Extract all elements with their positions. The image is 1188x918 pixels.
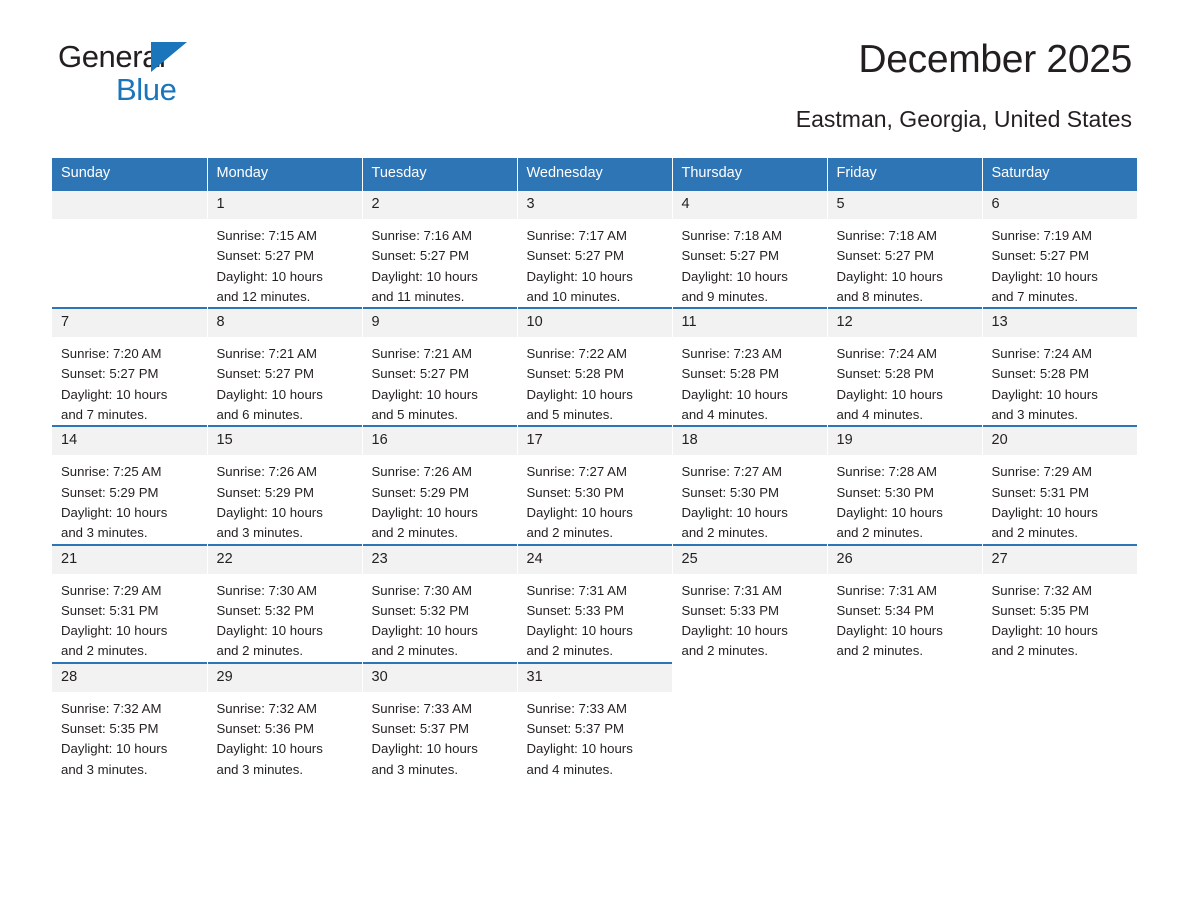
daylight-text-line1: Daylight: 10 hours [216, 386, 323, 402]
daylight-text-line1: Daylight: 10 hours [61, 504, 168, 520]
calendar-cell-day[interactable] [672, 189, 827, 307]
sunset-text: Sunset: 5:32 PM [216, 602, 314, 618]
page-title: December 2025 [858, 38, 1132, 81]
sunset-text: Sunset: 5:27 PM [526, 248, 624, 264]
daylight-text-line2: and 3 minutes. [216, 525, 304, 541]
daylight-text-line2: and 4 minutes. [681, 407, 769, 423]
daylight-text-line2: and 10 minutes. [526, 288, 621, 304]
sunrise-text: Sunrise: 7:33 AM [526, 700, 627, 716]
calendar-cell-day[interactable] [52, 662, 207, 780]
daylight-text-line1: Daylight: 10 hours [371, 504, 478, 520]
sunset-text: Sunset: 5:32 PM [371, 602, 469, 618]
sunset-text: Sunset: 5:30 PM [836, 484, 934, 500]
weekday-header-monday: Monday [207, 158, 362, 189]
sunrise-text: Sunrise: 7:24 AM [836, 346, 937, 362]
daylight-text-line2: and 5 minutes. [526, 407, 614, 423]
calendar-cell-day[interactable] [362, 189, 517, 307]
day-details [518, 574, 672, 662]
calendar-cell-empty [827, 662, 982, 780]
daylight-text-line1: Daylight: 10 hours [991, 386, 1098, 402]
calendar-cell-day[interactable] [207, 425, 362, 543]
day-details [363, 455, 517, 543]
sunset-text: Sunset: 5:28 PM [991, 366, 1089, 382]
day-details [208, 337, 362, 425]
daylight-text-line2: and 2 minutes. [681, 643, 769, 659]
calendar-cell-day[interactable] [982, 544, 1137, 662]
calendar-week-row [52, 189, 1137, 307]
sunset-text: Sunset: 5:28 PM [526, 366, 624, 382]
daylight-text-line1: Daylight: 10 hours [836, 386, 943, 402]
weekday-header-thursday: Thursday [672, 158, 827, 189]
calendar-table [52, 158, 1137, 780]
sunset-text: Sunset: 5:36 PM [216, 721, 314, 737]
day-details [52, 455, 207, 543]
day-number: 8 [208, 307, 362, 337]
calendar-week-row [52, 544, 1137, 662]
day-details [673, 337, 827, 425]
sunrise-text: Sunrise: 7:32 AM [991, 582, 1092, 598]
sunset-text: Sunset: 5:35 PM [991, 602, 1089, 618]
sunset-text: Sunset: 5:27 PM [681, 248, 779, 264]
day-number: 25 [673, 544, 827, 574]
calendar-cell-empty [982, 662, 1137, 780]
calendar-cell-day[interactable] [827, 189, 982, 307]
daylight-text-line2: and 3 minutes. [991, 407, 1079, 423]
calendar-cell-day[interactable] [207, 662, 362, 780]
sunrise-text: Sunrise: 7:19 AM [991, 228, 1092, 243]
weekday-header-friday: Friday [827, 158, 982, 189]
day-number: 19 [828, 425, 982, 455]
sunrise-text: Sunrise: 7:26 AM [216, 464, 317, 480]
weekday-header-sunday: Sunday [52, 158, 207, 189]
sunrise-text: Sunrise: 7:25 AM [61, 464, 162, 480]
day-details [673, 455, 827, 543]
day-number [673, 662, 827, 692]
sunset-text: Sunset: 5:31 PM [991, 484, 1089, 500]
calendar-cell-day[interactable] [517, 662, 672, 780]
daylight-text-line1: Daylight: 10 hours [216, 504, 323, 520]
day-details [828, 455, 982, 543]
daylight-text-line1: Daylight: 10 hours [371, 623, 478, 639]
sunset-text: Sunset: 5:27 PM [991, 248, 1089, 264]
daylight-text-line2: and 7 minutes. [991, 288, 1079, 304]
day-number [983, 662, 1138, 692]
day-number: 3 [518, 189, 672, 219]
sunset-text: Sunset: 5:31 PM [61, 602, 159, 618]
calendar-cell-day[interactable] [517, 425, 672, 543]
calendar-cell-day[interactable] [982, 425, 1137, 543]
daylight-text-line1: Daylight: 10 hours [991, 268, 1098, 284]
calendar-cell-day[interactable] [672, 544, 827, 662]
calendar-cell-day[interactable] [982, 307, 1137, 425]
sunrise-text: Sunrise: 7:27 AM [681, 464, 782, 480]
daylight-text-line2: and 6 minutes. [216, 407, 304, 423]
daylight-text-line2: and 2 minutes. [991, 643, 1079, 659]
day-number: 13 [983, 307, 1138, 337]
daylight-text-line1: Daylight: 10 hours [526, 623, 633, 639]
day-number: 24 [518, 544, 672, 574]
sunrise-text: Sunrise: 7:21 AM [371, 346, 472, 362]
daylight-text-line2: and 11 minutes. [371, 288, 465, 304]
daylight-text-line1: Daylight: 10 hours [526, 268, 633, 284]
logo-text-general: General [58, 39, 166, 74]
sunrise-text: Sunrise: 7:28 AM [836, 464, 937, 480]
day-number: 12 [828, 307, 982, 337]
day-number: 17 [518, 425, 672, 455]
sunset-text: Sunset: 5:29 PM [61, 484, 159, 500]
sunrise-text: Sunrise: 7:31 AM [526, 582, 627, 598]
day-number: 6 [983, 189, 1138, 219]
day-details [828, 574, 982, 662]
calendar-cell-day[interactable] [207, 544, 362, 662]
calendar-cell-day[interactable] [52, 544, 207, 662]
day-number: 10 [518, 307, 672, 337]
calendar-week-row [52, 307, 1137, 425]
day-details [828, 219, 982, 307]
daylight-text-line1: Daylight: 10 hours [216, 268, 323, 284]
calendar-cell-day[interactable] [827, 544, 982, 662]
weekday-header-wednesday: Wednesday [517, 158, 672, 189]
calendar-cell-day[interactable] [827, 307, 982, 425]
sunset-text: Sunset: 5:34 PM [836, 602, 934, 618]
sunset-text: Sunset: 5:33 PM [526, 602, 624, 618]
daylight-text-line1: Daylight: 10 hours [371, 268, 478, 284]
day-number: 5 [828, 189, 982, 219]
daylight-text-line2: and 3 minutes. [61, 525, 148, 541]
sunrise-text: Sunrise: 7:27 AM [526, 464, 627, 480]
day-number: 14 [52, 425, 207, 455]
daylight-text-line1: Daylight: 10 hours [836, 268, 943, 284]
sunset-text: Sunset: 5:27 PM [216, 248, 314, 264]
sunrise-text: Sunrise: 7:26 AM [371, 464, 472, 480]
day-number: 21 [52, 544, 207, 574]
day-details [52, 574, 207, 662]
sunrise-text: Sunrise: 7:30 AM [371, 582, 472, 598]
day-details [673, 574, 827, 662]
daylight-text-line1: Daylight: 10 hours [61, 741, 168, 757]
daylight-text-line1: Daylight: 10 hours [836, 623, 943, 639]
day-number: 20 [983, 425, 1138, 455]
daylight-text-line1: Daylight: 10 hours [61, 386, 168, 402]
day-number: 26 [828, 544, 982, 574]
daylight-text-line1: Daylight: 10 hours [61, 623, 168, 639]
day-number [828, 662, 982, 692]
daylight-text-line2: and 2 minutes. [526, 643, 614, 659]
sunrise-text: Sunrise: 7:24 AM [991, 346, 1092, 362]
day-number: 1 [208, 189, 362, 219]
weekday-header-saturday: Saturday [982, 158, 1137, 189]
daylight-text-line1: Daylight: 10 hours [991, 504, 1098, 520]
day-details [673, 219, 827, 307]
sunrise-text: Sunrise: 7:20 AM [61, 346, 162, 362]
daylight-text-line2: and 4 minutes. [526, 761, 614, 777]
daylight-text-line1: Daylight: 10 hours [371, 741, 478, 757]
day-number [52, 189, 207, 219]
sunrise-text: Sunrise: 7:18 AM [836, 228, 937, 243]
sunrise-text: Sunrise: 7:22 AM [526, 346, 627, 362]
day-details [208, 219, 362, 307]
daylight-text-line2: and 2 minutes. [61, 643, 148, 659]
daylight-text-line1: Daylight: 10 hours [681, 268, 788, 284]
day-details [828, 337, 982, 425]
sunrise-text: Sunrise: 7:17 AM [526, 228, 627, 243]
sunrise-text: Sunrise: 7:21 AM [216, 346, 317, 362]
general-blue-logo [58, 40, 238, 108]
daylight-text-line1: Daylight: 10 hours [526, 386, 633, 402]
sunset-text: Sunset: 5:29 PM [216, 484, 314, 500]
daylight-text-line2: and 7 minutes. [61, 407, 148, 423]
sunrise-text: Sunrise: 7:33 AM [371, 700, 472, 716]
day-details [363, 337, 517, 425]
sunset-text: Sunset: 5:30 PM [526, 484, 624, 500]
daylight-text-line2: and 2 minutes. [526, 525, 614, 541]
daylight-text-line2: and 3 minutes. [61, 761, 148, 777]
day-details [208, 574, 362, 662]
daylight-text-line2: and 2 minutes. [991, 525, 1079, 541]
day-details [518, 455, 672, 543]
sunrise-text: Sunrise: 7:31 AM [681, 582, 782, 598]
sunset-text: Sunset: 5:37 PM [526, 721, 624, 737]
day-number: 28 [52, 662, 207, 692]
calendar-cell-day[interactable] [517, 189, 672, 307]
calendar-week-row [52, 662, 1137, 780]
daylight-text-line1: Daylight: 10 hours [836, 504, 943, 520]
sunset-text: Sunset: 5:30 PM [681, 484, 779, 500]
daylight-text-line2: and 4 minutes. [836, 407, 924, 423]
calendar-cell-empty [52, 189, 207, 307]
day-details [52, 692, 207, 780]
day-number: 9 [363, 307, 517, 337]
daylight-text-line1: Daylight: 10 hours [526, 741, 633, 757]
day-details [363, 219, 517, 307]
daylight-text-line2: and 2 minutes. [681, 525, 769, 541]
day-details [983, 219, 1138, 307]
day-number: 2 [363, 189, 517, 219]
sunset-text: Sunset: 5:27 PM [371, 248, 469, 264]
page-subtitle-location: Eastman, Georgia, United States [795, 106, 1132, 132]
calendar-cell-day[interactable] [982, 189, 1137, 307]
day-number: 4 [673, 189, 827, 219]
day-number: 11 [673, 307, 827, 337]
calendar-cell-day[interactable] [52, 307, 207, 425]
calendar-week-row [52, 425, 1137, 543]
day-details [208, 455, 362, 543]
calendar-cell-day[interactable] [362, 307, 517, 425]
day-number: 22 [208, 544, 362, 574]
sunrise-text: Sunrise: 7:16 AM [371, 228, 472, 243]
calendar-cell-day[interactable] [517, 544, 672, 662]
sunrise-text: Sunrise: 7:31 AM [836, 582, 937, 598]
sunrise-text: Sunrise: 7:29 AM [991, 464, 1092, 480]
day-details [983, 455, 1138, 543]
calendar-cell-day[interactable] [672, 307, 827, 425]
day-number: 30 [363, 662, 517, 692]
daylight-text-line2: and 12 minutes. [216, 288, 311, 304]
daylight-text-line2: and 5 minutes. [371, 407, 459, 423]
daylight-text-line2: and 2 minutes. [371, 643, 459, 659]
sunset-text: Sunset: 5:28 PM [681, 366, 779, 382]
sunrise-text: Sunrise: 7:32 AM [216, 700, 317, 716]
day-number: 31 [518, 662, 672, 692]
daylight-text-line2: and 3 minutes. [371, 761, 459, 777]
daylight-text-line2: and 9 minutes. [681, 288, 769, 304]
sunrise-text: Sunrise: 7:29 AM [61, 582, 162, 598]
calendar-cell-day[interactable] [517, 307, 672, 425]
day-details [52, 337, 207, 425]
sunrise-text: Sunrise: 7:23 AM [681, 346, 782, 362]
sunset-text: Sunset: 5:28 PM [836, 366, 934, 382]
day-details [363, 574, 517, 662]
daylight-text-line1: Daylight: 10 hours [681, 386, 788, 402]
calendar-cell-day[interactable] [362, 662, 517, 780]
daylight-text-line1: Daylight: 10 hours [216, 741, 323, 757]
day-details [983, 574, 1138, 662]
day-number: 15 [208, 425, 362, 455]
sunset-text: Sunset: 5:37 PM [371, 721, 469, 737]
daylight-text-line2: and 2 minutes. [836, 525, 924, 541]
calendar-cell-day[interactable] [827, 425, 982, 543]
sunset-text: Sunset: 5:35 PM [61, 721, 159, 737]
day-details [518, 692, 672, 780]
day-number: 29 [208, 662, 362, 692]
calendar-cell-day[interactable] [672, 425, 827, 543]
sunset-text: Sunset: 5:27 PM [216, 366, 314, 382]
calendar-cell-empty [672, 662, 827, 780]
daylight-text-line1: Daylight: 10 hours [991, 623, 1098, 639]
calendar-cell-day[interactable] [207, 189, 362, 307]
calendar-cell-day[interactable] [207, 307, 362, 425]
daylight-text-line2: and 3 minutes. [216, 761, 304, 777]
day-number: 23 [363, 544, 517, 574]
logo-triangle-icon [151, 42, 187, 72]
sunrise-text: Sunrise: 7:18 AM [681, 228, 782, 243]
calendar-cell-day[interactable] [52, 425, 207, 543]
sunset-text: Sunset: 5:27 PM [61, 366, 159, 382]
sunset-text: Sunset: 5:29 PM [371, 484, 469, 500]
sunrise-text: Sunrise: 7:15 AM [216, 228, 317, 243]
calendar-cell-day[interactable] [362, 425, 517, 543]
daylight-text-line2: and 8 minutes. [836, 288, 924, 304]
day-number: 16 [363, 425, 517, 455]
daylight-text-line1: Daylight: 10 hours [681, 504, 788, 520]
day-details [208, 692, 362, 780]
logo-text-blue: Blue [116, 72, 177, 107]
daylight-text-line1: Daylight: 10 hours [681, 623, 788, 639]
day-details [518, 219, 672, 307]
daylight-text-line2: and 2 minutes. [216, 643, 304, 659]
day-details [983, 337, 1138, 425]
day-details [363, 692, 517, 780]
daylight-text-line1: Daylight: 10 hours [216, 623, 323, 639]
day-number: 7 [52, 307, 207, 337]
daylight-text-line1: Daylight: 10 hours [526, 504, 633, 520]
day-number: 18 [673, 425, 827, 455]
sunset-text: Sunset: 5:27 PM [371, 366, 469, 382]
weekday-header-tuesday: Tuesday [362, 158, 517, 189]
calendar-header-row [52, 158, 1137, 189]
daylight-text-line2: and 2 minutes. [371, 525, 459, 541]
sunrise-text: Sunrise: 7:32 AM [61, 700, 162, 716]
sunset-text: Sunset: 5:33 PM [681, 602, 779, 618]
page-header [52, 0, 1136, 132]
calendar-cell-day[interactable] [362, 544, 517, 662]
calendar-body [52, 189, 1137, 780]
day-details [518, 337, 672, 425]
day-number: 27 [983, 544, 1138, 574]
sunrise-text: Sunrise: 7:30 AM [216, 582, 317, 598]
daylight-text-line1: Daylight: 10 hours [371, 386, 478, 402]
sunset-text: Sunset: 5:27 PM [836, 248, 934, 264]
daylight-text-line2: and 2 minutes. [836, 643, 924, 659]
